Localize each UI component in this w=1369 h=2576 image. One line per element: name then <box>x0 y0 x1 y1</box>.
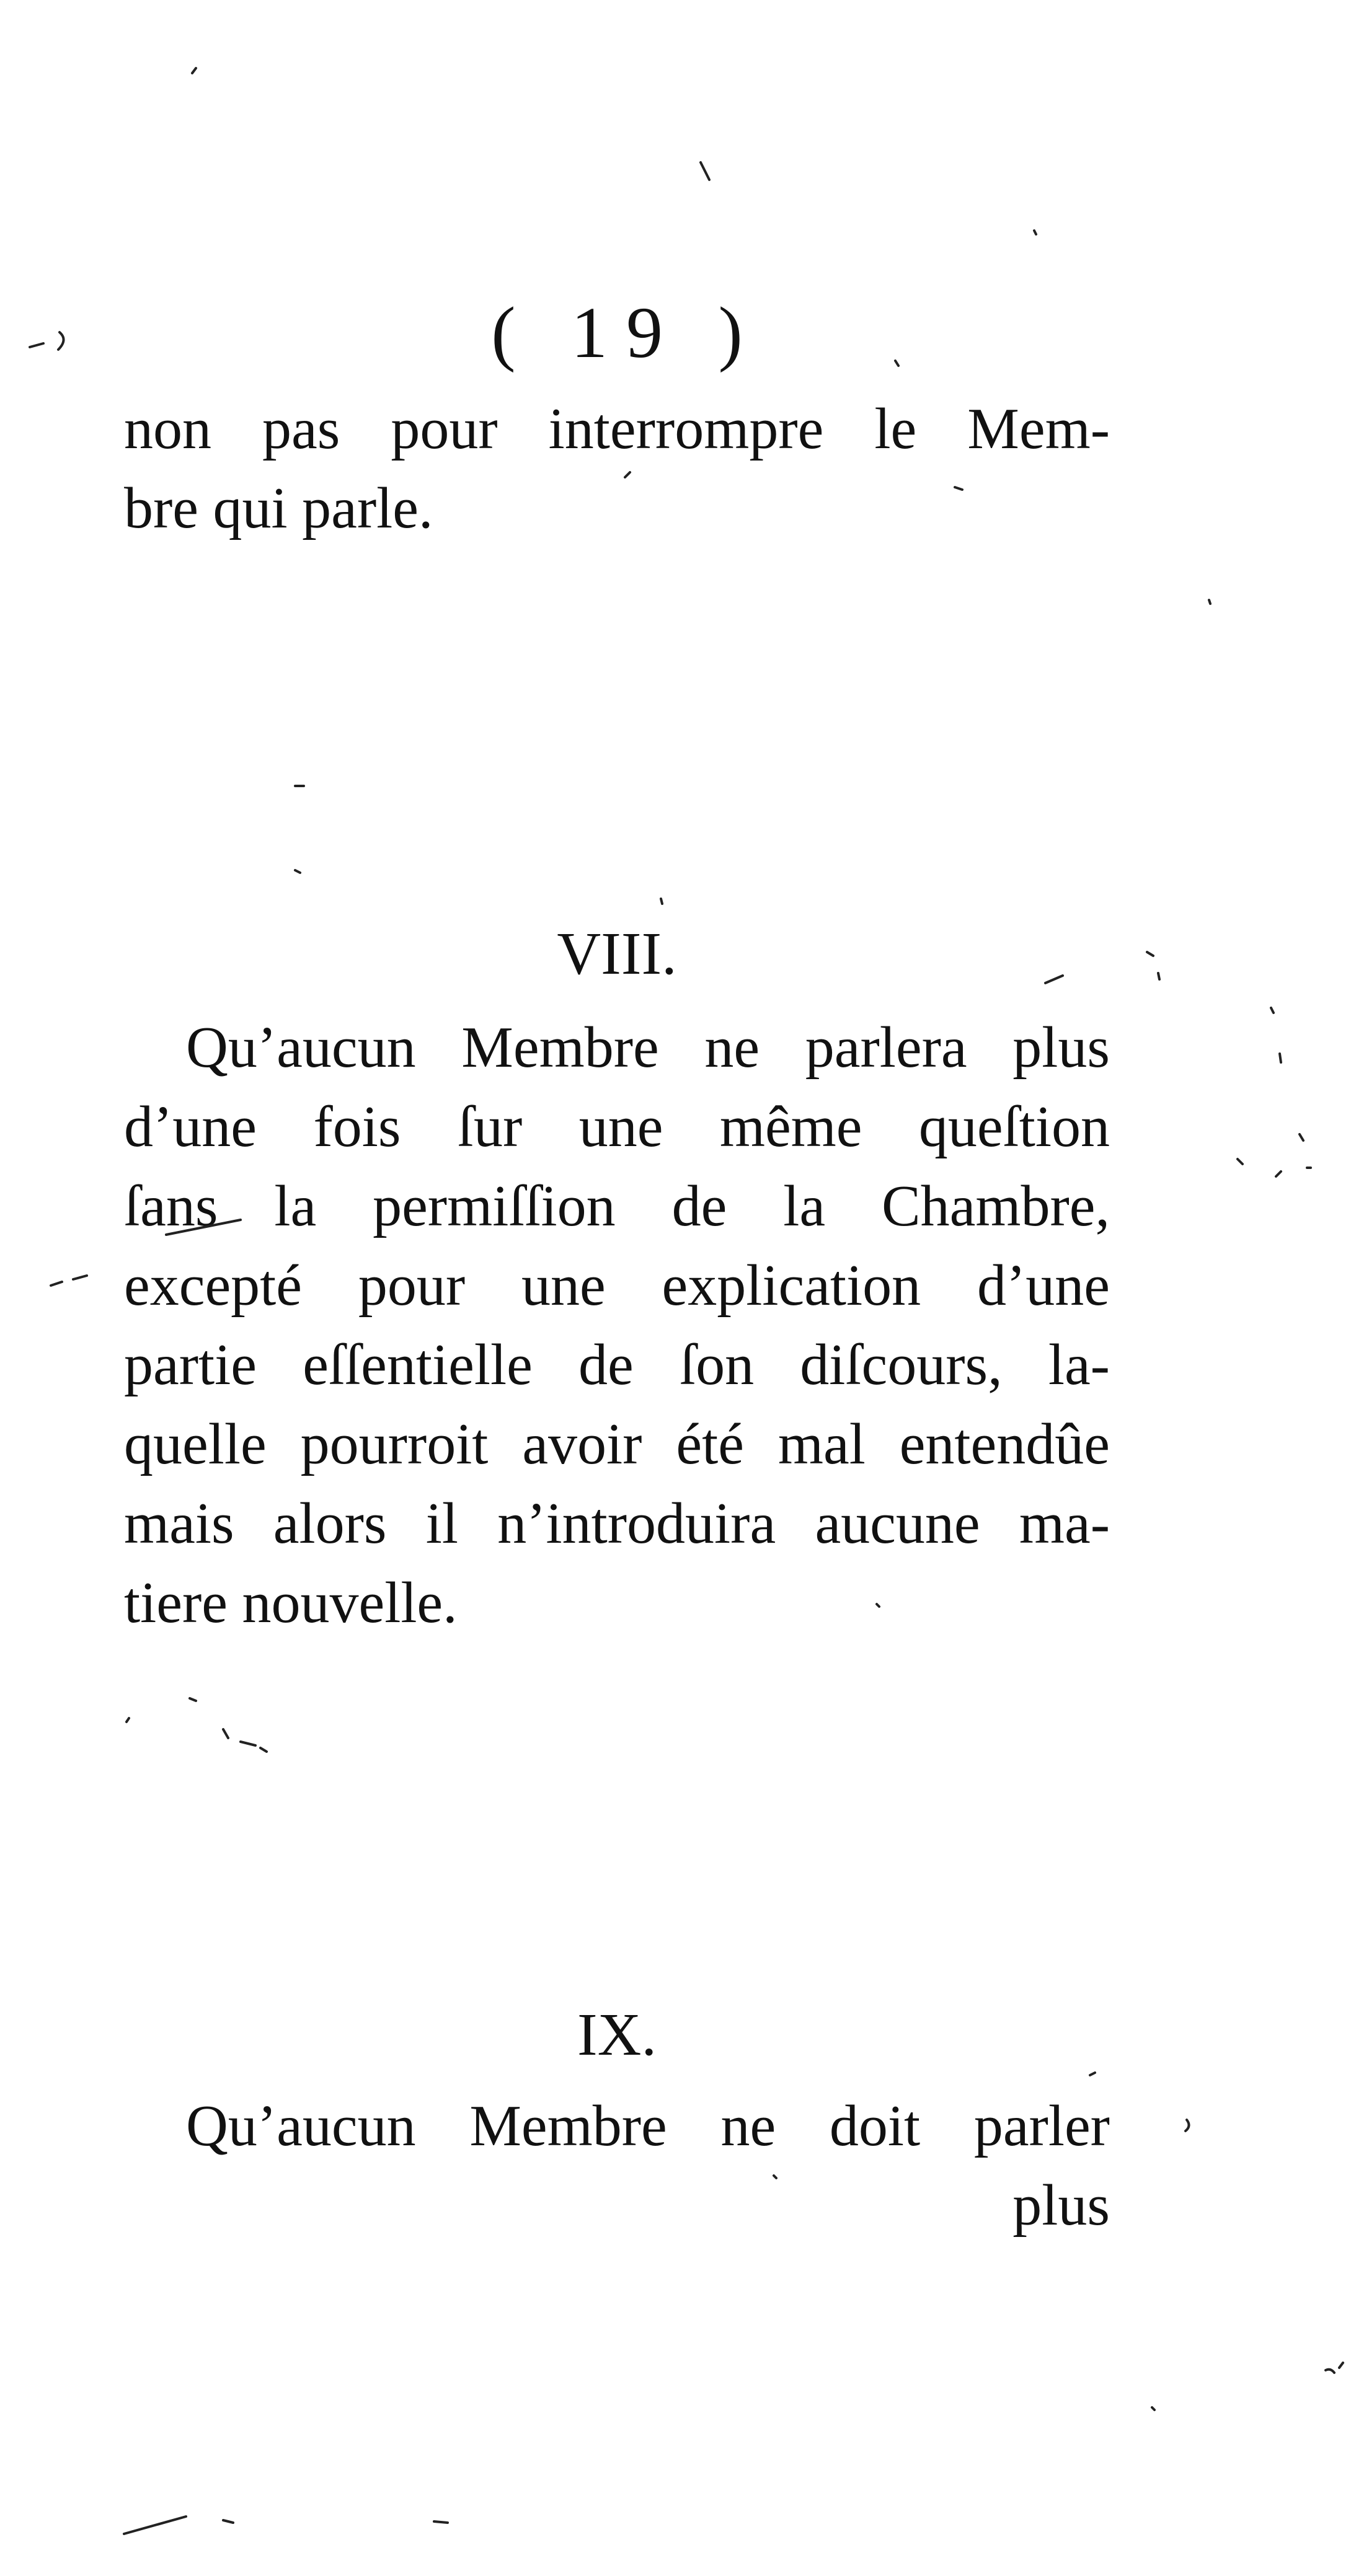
text-line: excepté pour une explication d’une <box>124 1253 1110 1318</box>
text-line: d’une fois ſur une même queſtion <box>124 1095 1110 1159</box>
text-line: Qu’aucun Membre ne parlera plus <box>186 1015 1110 1080</box>
text-line: bre qui parle. <box>124 476 433 540</box>
text-line: tiere nouvelle. <box>124 1571 458 1635</box>
text-line: Qu’aucun Membre ne doit parler <box>186 2094 1110 2158</box>
text-line: mais alors il n’introduira aucune ma- <box>124 1491 1110 1556</box>
text-line: quelle pourroit avoir été mal entendûe <box>124 1412 1110 1476</box>
section-heading-viii: VIII. <box>557 920 677 987</box>
text-line: ſans la permiſſion de la Chambre, <box>124 1174 1110 1238</box>
section-ix-paragraph <box>124 2086 1110 2245</box>
page-number: ( 19 ) <box>491 292 761 373</box>
text-line: non pas pour interrompre le Mem- <box>124 397 1110 461</box>
section-heading-ix: IX. <box>577 2001 657 2068</box>
section-viii-paragraph <box>124 1008 1110 1643</box>
continued-paragraph <box>124 389 1110 548</box>
text-line: partie eſſentielle de ſon diſcours, la- <box>124 1333 1110 1397</box>
catchword: plus <box>1012 2173 1110 2238</box>
